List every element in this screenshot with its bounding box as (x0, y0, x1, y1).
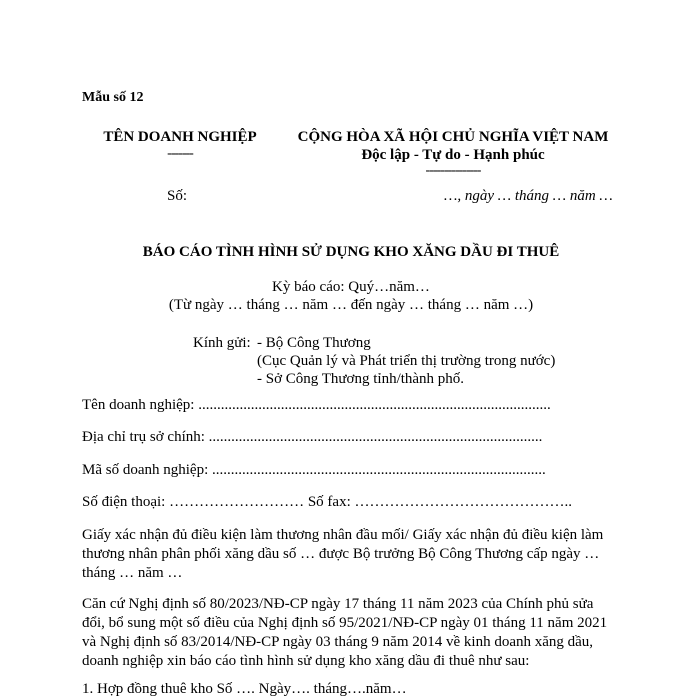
field-tax-code: Mã số doanh nghiệp: ......................................................................................... (82, 462, 546, 478)
paragraph-certificate: Giấy xác nhận đủ điều kiện làm thương nhân đầu mối/ Giấy xác nhận đủ điều kiện làm thương nhân phân phối xăng dầu số … được Bộ trưởng Bộ Công Thương cấp ngày … tháng … năm … (82, 527, 604, 581)
number-label: Số: (167, 188, 188, 204)
document-title: BÁO CÁO TÌNH HÌNH SỬ DỤNG KHO XĂNG DẦU ĐI THUÊ (142, 244, 560, 260)
form-number: Mẫu số 12 (82, 90, 144, 105)
report-period-range: (Từ ngày … tháng … năm … đến ngày … tháng … năm …) (168, 297, 534, 313)
company-name-header: TÊN DOANH NGHIỆP (103, 129, 257, 145)
paragraph-legal-basis: Căn cứ Nghị định số 80/2023/NĐ-CP ngày 17 tháng 11 năm 2023 của Chính phủ sửa đổi, bổ sung một số điều của Nghị định số 95/2021/NĐ-CP ngày 01 tháng 11 năm 2021 và Nghị định số 83/2014/NĐ-CP ngày 03 tháng 9 năm 2014 về kinh doanh xăng dầu, doanh nghiệp xin báo cáo tình hình sử dụng kho xăng dầu đi thuê như sau: (82, 596, 608, 669)
date-line: …, ngày … tháng … năm … (444, 188, 613, 204)
field-phone-fax: Số điện thoại: ……………………… Số fax: …………………………………….. (82, 494, 572, 510)
motto: Độc lập - Tự do - Hạnh phúc (361, 147, 545, 163)
recipient-provincial: - Sở Công Thương tỉnh/thành phố. (257, 371, 465, 387)
item-lease-contract: 1. Hợp đồng thuê kho Số …. Ngày…. tháng….năm… (82, 681, 407, 697)
company-rule: ------- (167, 146, 193, 161)
motto-rule: --------------- (425, 163, 481, 178)
recipient-label: Kính gửi: (193, 335, 251, 351)
country-name: CỘNG HÒA XÃ HỘI CHỦ NGHĨA VIỆT NAM (297, 129, 609, 145)
recipient-department: (Cục Quản lý và Phát triển thị trường trong nước) (257, 353, 556, 369)
field-address: Địa chỉ trụ sở chính: ......................................................................................... (82, 429, 543, 445)
recipient-ministry: - Bộ Công Thương (257, 335, 371, 351)
field-company-name: Tên doanh nghiệp: .............................................................................................. (82, 397, 551, 413)
report-period: Kỳ báo cáo: Quý…năm… (272, 279, 430, 295)
